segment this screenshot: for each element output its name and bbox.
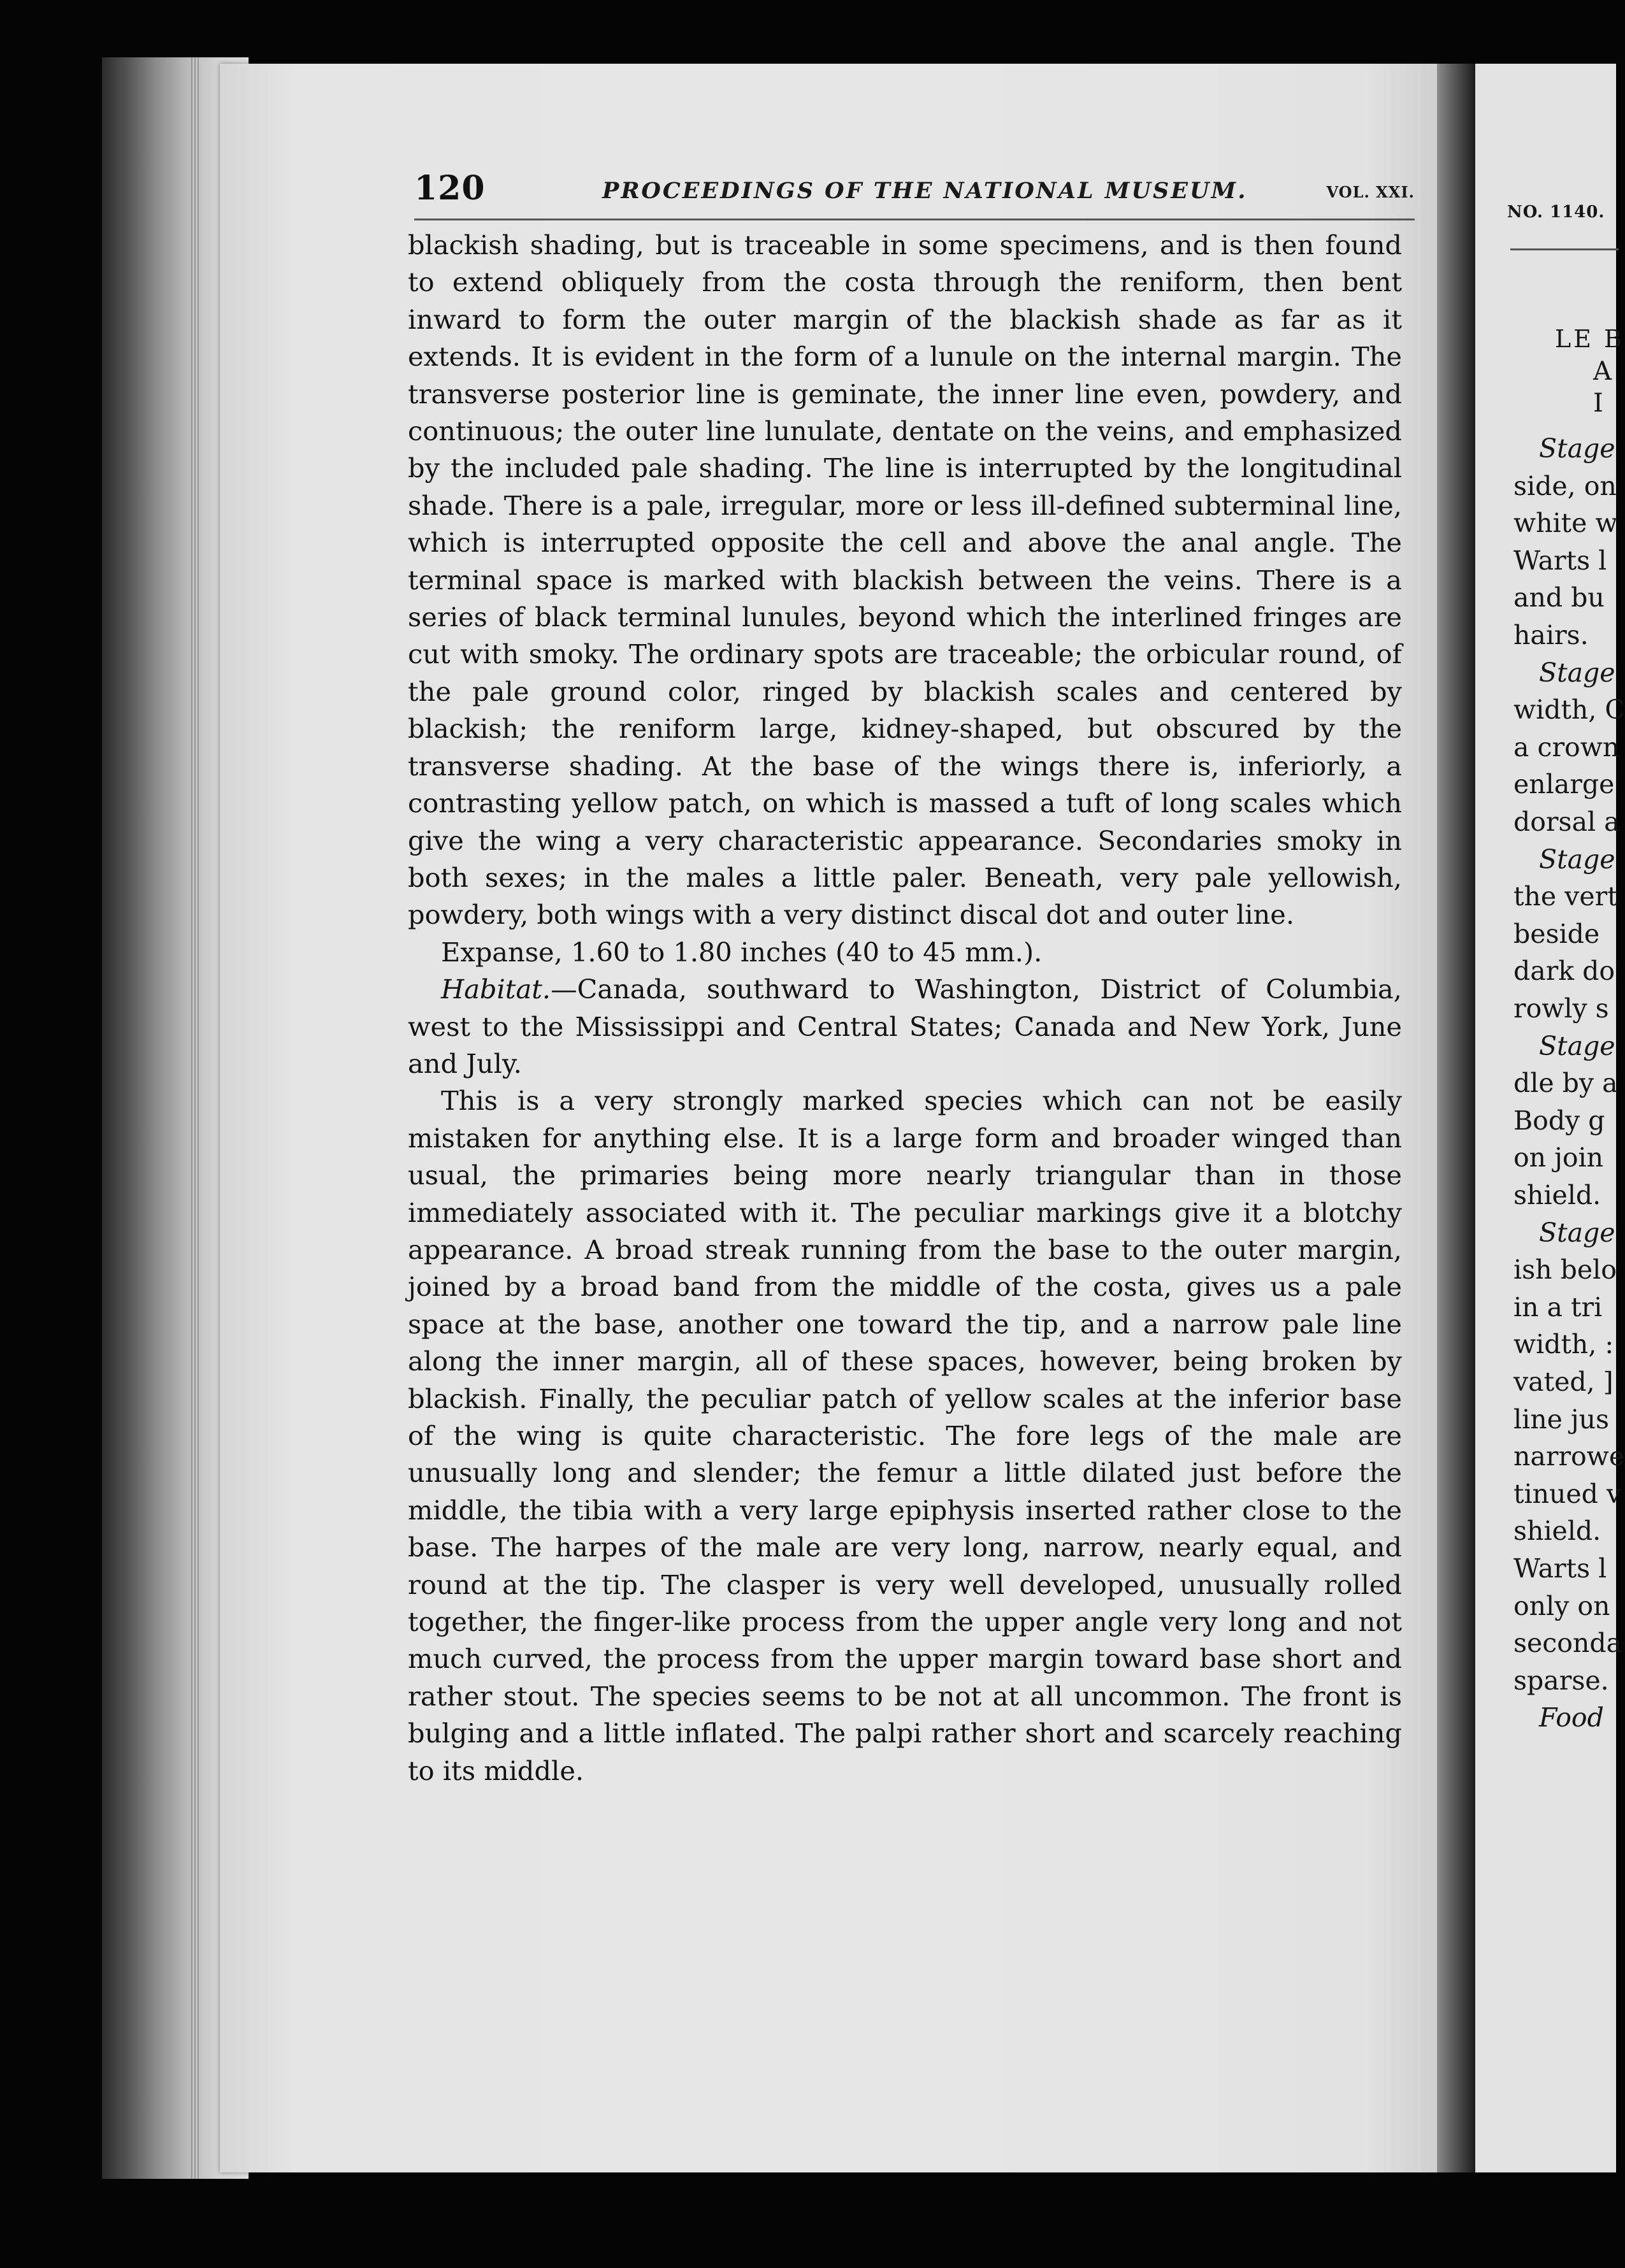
next-page-line: enlarge [1513,769,1615,800]
next-page-line: narrowe [1513,1441,1625,1472]
right-page-fragment [1475,64,1625,2172]
next-page-rule [1510,248,1619,250]
next-page-line: LE B [1555,325,1624,353]
next-page-line: shield. [1513,1180,1601,1210]
next-page-line: Warts l [1513,545,1607,576]
next-page-line: ish belo [1513,1254,1617,1286]
next-page-line: Stage [1539,843,1615,875]
next-page-line: hairs. [1513,620,1589,650]
next-page-line: tinued v [1513,1478,1622,1509]
next-page-line: Warts l [1513,1553,1607,1584]
next-page-line: sparse. [1513,1665,1609,1696]
next-page-line: Food [1539,1702,1604,1733]
next-page-line: seconda [1513,1628,1622,1659]
journal-title: PROCEEDINGS OF THE NATIONAL MUSEUM. [602,178,1248,204]
next-page-number: NO. 1140. [1507,203,1605,222]
next-page-line: vated, ] [1513,1367,1614,1397]
next-page-line: Stage [1539,657,1615,688]
page-edges [191,57,200,2179]
volume-label: VOL. XXI. [1326,183,1415,201]
running-head [414,169,1415,213]
next-page-line: width, : [1513,1329,1614,1360]
paragraph-description: blackish shading, but is traceable in some specimens, and is then found to extend obliquely from the costa through the reniform, then bent inward to form the outer margin of the blackish shade as far as it extends. It is evident in the form of a lunule on the internal margin. The transverse posterior line is geminate, the inner line even, powdery, and continuous; the outer line lunulate, dentate on the veins, and emphasized by the included pale shading. The line is interrupted by the longitudinal shade. There is a pale, irregular, more or less ill-defined subterminal line, which is interrupted opposite the cell and above the anal angle. The terminal space is marked with blackish between the veins. There is a series of black terminal lunules, beyond which the interlined fringes are cut with smoky. The ordinary spots are traceable; the orbicular round, of the pale ground color, ringed by blackish scales and centered by blackish; the reniform large, kidney-shaped, but obscured by the transverse shading. At the base of the wings there is, inferiorly, a contrasting yellow patch, on which is massed a tuft of long scales which give the wing a very characteristic appearance. Secondaries smoky in both sexes; in the males a little paler. Beneath, very pale yellowish, powdery, both wings with a very distinct discal dot and outer line. [408,229,1402,931]
next-page-line: dark do [1513,956,1615,987]
next-page-line: side, on [1513,470,1617,501]
header-rule [414,219,1415,220]
next-page-line: the vert [1513,881,1618,912]
gutter-shadow [1437,64,1475,2172]
next-page-line: line jus [1513,1403,1610,1435]
next-page-line: dle by a [1513,1068,1618,1099]
next-page-line: Stage [1539,1217,1615,1248]
next-page-line: in a tri [1513,1291,1603,1323]
next-page-line: on join [1513,1142,1604,1173]
next-page-line: A [1593,357,1612,386]
body-text [408,227,1402,1790]
next-page-line: white w [1513,508,1618,539]
habitat-text: —Canada, southward to Washington, District of Columbia, west to the Mississippi and Central States; Canada and New York, June and July. [408,973,1402,1079]
paragraph-habitat [408,971,1402,1082]
next-page-line: shield. [1513,1516,1601,1547]
next-page-line: beside [1513,918,1600,949]
next-page-line: only on [1513,1590,1610,1621]
next-page-line: dorsal a [1513,807,1620,837]
next-page-line: Stage [1539,433,1615,464]
next-page-line: Body g [1513,1105,1605,1136]
next-page-line: a crown [1513,731,1620,763]
next-page-line: rowly s [1513,993,1609,1024]
habitat-label: Habitat. [441,973,551,1005]
page-number: 120 [414,169,486,208]
paragraph-expanse: Expanse, 1.60 to 1.80 inches (40 to 45 mm.). [441,936,1043,968]
next-page-line: and bu [1513,582,1605,614]
paragraph-remarks: This is a very strongly marked species which can not be easily mistaken for anything else. It is a large form and broader winged than usual, the primaries being more nearly triangular than in those immediately associated with it. The peculiar markings give it a blotchy appearance. A broad streak running from the base to the outer margin, joined by a broad band from the middle of the costa, gives us a pale space at the base, another one toward the tip, and a narrow pale line along the inner margin, all of these spaces, however, being broken by blackish. Finally, the peculiar patch of yellow scales at the inferior base of the wing is quite characteristic. The fore legs of the male are unusually long and slender; the femur a little dilated just before the middle, the tibia with a very large epiphysis inserted rather close to the base. The harpes of the male are very long, narrow, nearly equal, and round at the tip. The clasper is very well developed, unusually rolled together, the finger-like process from the upper angle very long and not much curved, the process from the upper margin toward base short and rather stout. The species seems to be not at all uncommon. The front is bulging and a little inflated. The palpi rather short and scarcely reaching to its middle. [408,1085,1402,1786]
next-page-line: Stage [1539,1030,1615,1061]
next-page-line: I [1593,389,1603,418]
next-page-line: width, C [1513,694,1625,726]
